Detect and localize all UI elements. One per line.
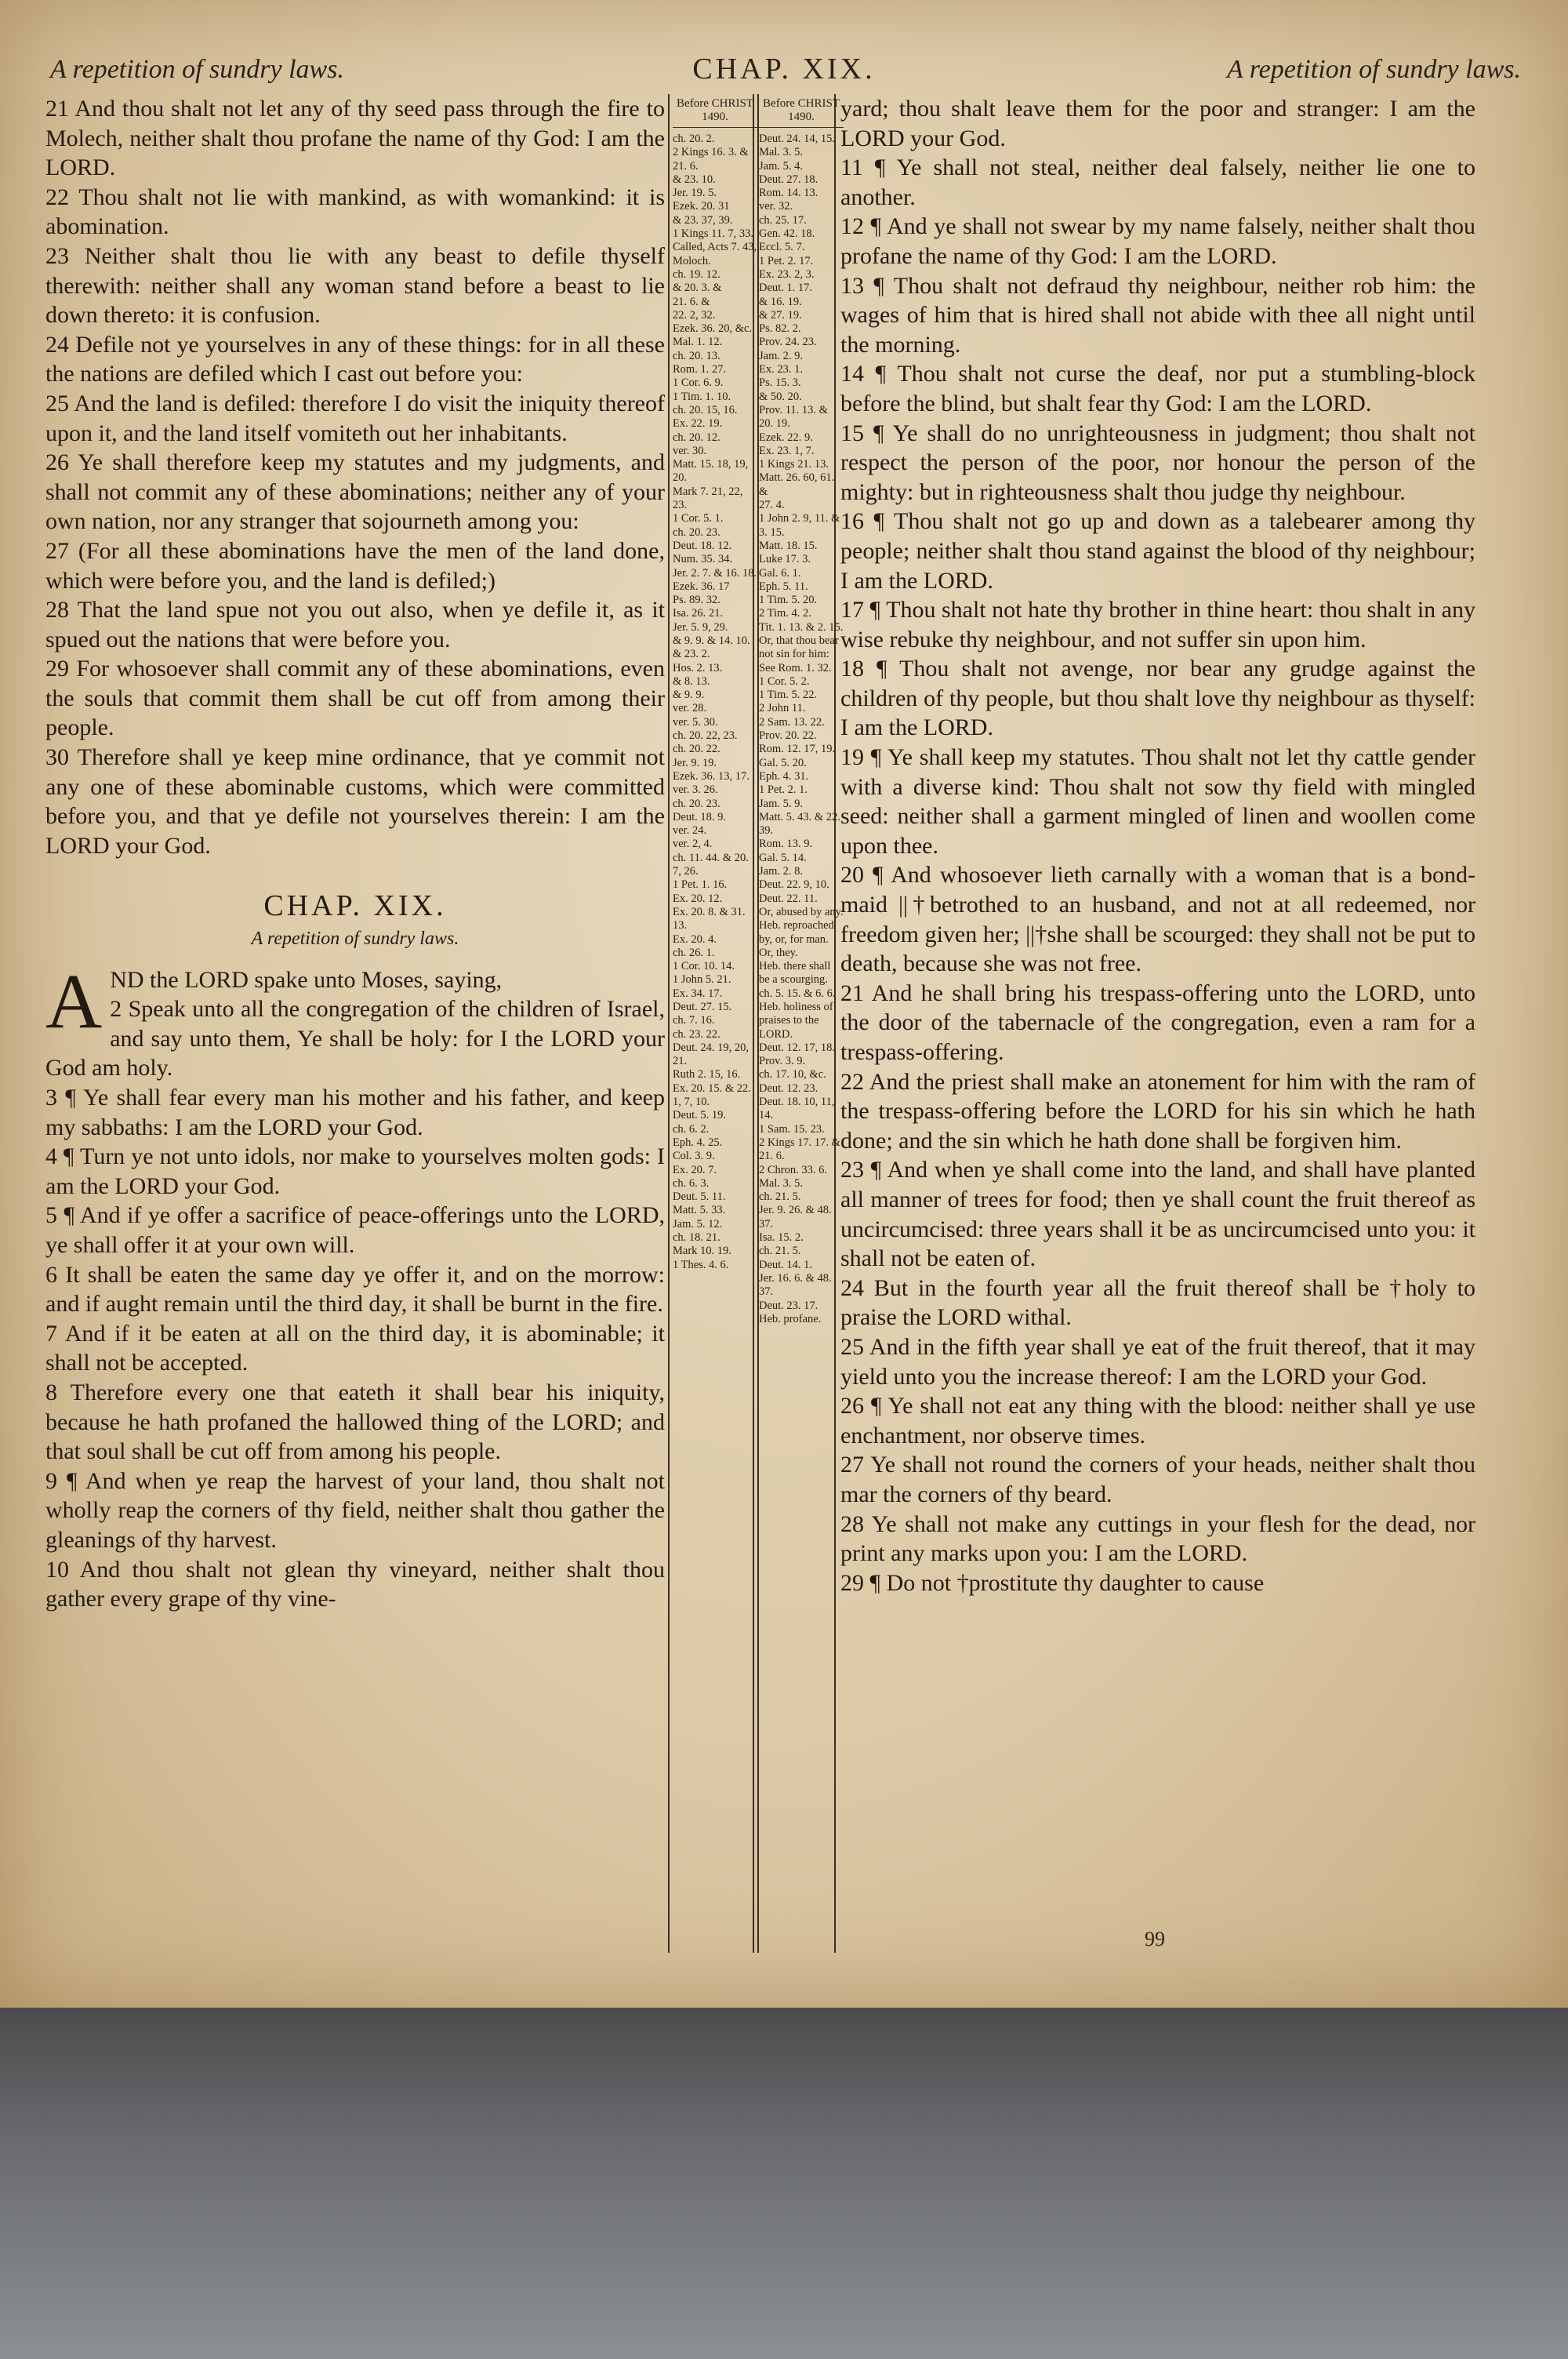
verse: 21 And thou shalt not let any of thy seed pass through the fire to Molech, neither shalt thou profane the name of thy God: I am the LORD. <box>45 96 665 181</box>
margin-reference: ch. 20. 23. <box>673 525 720 539</box>
margin-reference: Ezek. 36. 13, 17. <box>673 769 750 783</box>
margin-reference: Gal. 5. 14. <box>759 851 807 864</box>
margin-reference: Heb. profane. <box>759 1312 822 1325</box>
margin-reference: ch. 21. 5. <box>759 1245 801 1258</box>
margin-reference: Num. 35. 34. <box>673 553 733 566</box>
margin-reference: 1 Pet. 1. 16. <box>673 878 728 892</box>
chapter-heading: CHAP. XIX. <box>263 889 447 923</box>
verse: 5 ¶ And if ye offer a sacrifice of peace-offerings unto the LORD, ye shall offer it at your own will. <box>45 1202 665 1258</box>
margin-reference: Jam. 2. 9. <box>759 349 803 362</box>
margin-reference: Prov. 11. 13. & 20. 19. <box>759 403 828 431</box>
margin-reference: ch. 18. 21. <box>673 1231 720 1245</box>
margin-reference: ch. 5. 15. & 6. 6. <box>759 987 836 1000</box>
right-text-column <box>840 94 1475 1598</box>
verse: 25 And in the fifth year shall ye eat of the fruit thereof, that it may yield unto you the increase thereof: I am the LORD your God. <box>840 1333 1475 1390</box>
margin-reference: ch. 25. 17. <box>759 213 807 227</box>
margin-reference: 1 Tim. 5. 20. <box>759 594 818 607</box>
margin-reference: Mal. 3. 5. <box>759 146 803 159</box>
margin-reference: 1 Cor. 10. 14. <box>673 960 735 973</box>
margin-reference: Deut. 14. 1. <box>759 1258 813 1271</box>
margin-reference: & 9. 9. <box>673 689 705 702</box>
verse: 21 And he shall bring his trespass-offering unto the LORD, unto the door of the tabernacle of the congregation, even a ram for a trespass-offering. <box>840 980 1475 1065</box>
verse: 25 And the land is defiled: therefore I do visit the iniquity thereof upon it, and the land itself vomiteth out her inhabitants. <box>45 390 665 446</box>
margin-reference: Deut. 23. 17. <box>759 1299 818 1312</box>
margin-reference: ch. 11. 44. & 20. 7, 26. <box>673 851 749 878</box>
verse: 3 ¶ Ye shall fear every man his mother and his father, and keep my sabbaths: I am the LORD your God. <box>45 1085 665 1140</box>
margin-reference: ch. 21. 5. <box>759 1190 801 1204</box>
margin-reference: Deut. 5. 19. <box>673 1109 727 1122</box>
margin-reference: Ex. 23. 2, 3. <box>759 267 815 281</box>
margin-reference: ch. 20. 23. <box>673 797 720 810</box>
margin-reference: Prov. 24. 23. <box>759 336 817 349</box>
margin-reference: Matt. 5. 33. <box>673 1204 726 1217</box>
margin-reference: Hos. 2. 13. <box>673 661 723 674</box>
margin-reference: ch. 6. 3. <box>673 1176 710 1190</box>
verse: 14 ¶ Thou shalt not curse the deaf, nor put a stumbling-block before the blind, but shalt fear thy God: I am the LORD. <box>840 361 1475 416</box>
margin-reference: 22. 2, 32. <box>673 308 716 322</box>
margin-reference: Matt. 15. 18, 19, 20. <box>673 458 749 485</box>
verse: 23 Neither shalt thou lie with any beast to defile thyself therewith: neither shall any woman stand before a beast to lie down thereto: it is confusion. <box>45 242 665 329</box>
margin-reference: Ps. 15. 3. <box>759 376 801 390</box>
margin-reference: 1 Kings 11. 7, 33. <box>673 227 753 241</box>
margin-reference: Tit. 1. 13. & 2. 15. <box>759 620 844 634</box>
verse: 6 It shall be eaten the same day ye offer it, and on the morrow: and if aught remain until the third day, it shall be burnt in the fire. <box>45 1261 665 1318</box>
margin-reference: Ex. 22. 19. <box>673 417 723 431</box>
margin-reference: Ezek. 36. 20, &c. <box>673 322 753 336</box>
margin-reference: Matt. 26. 60, 61. & <box>759 471 835 498</box>
margin-reference: 1 Cor. 6. 9. <box>673 376 724 390</box>
margin-reference: ch. 20. 12. <box>673 431 720 444</box>
margin-reference: Heb. reproached by, or, for man. <box>759 919 834 946</box>
margin-reference: Deut. 18. 10, 11, 14. <box>759 1096 835 1122</box>
verse: 7 And if it be eaten at all on the third day, it is abominable; it shall not be accepted. <box>45 1320 665 1376</box>
verse: 27 (For all these abominations have the men of the land done, which were before you, and the land is defiled;) <box>45 537 665 594</box>
margin-reference: Deut. 12. 17, 18. <box>759 1041 836 1054</box>
verse: yard; thou shalt leave them for the poor and stranger: I am the LORD your God. <box>840 96 1475 151</box>
margin-reference: Ex. 23. 1, 7. <box>759 444 815 457</box>
margin-reference: Jer. 9. 19. <box>673 756 717 769</box>
verse: 16 ¶ Thou shalt not go up and down as a talebearer among thy people; neither shalt thou stand against the blood of thy neighbour; I am the LORD. <box>840 508 1475 594</box>
margin-reference: Jam. 2. 8. <box>759 865 803 878</box>
margin-reference: Prov. 3. 9. <box>759 1055 806 1068</box>
background-shadow <box>0 2008 1568 2359</box>
margin-reference: 27. 4. <box>759 499 785 512</box>
margin-reference: Ezek. 20. 31 <box>673 200 730 213</box>
margin-reference: ch. 20. 15, 16. <box>673 403 738 416</box>
verse: 15 ¶ Ye shall do no unrighteousness in judgment; thou shalt not respect the person of the poor, nor honour the person of the mighty: but in righteousness shalt thou judge thy neighbour. <box>840 420 1475 505</box>
margin-reference: Ex. 23. 1. <box>759 363 803 376</box>
margin-reference: & 50. 20. <box>759 390 802 403</box>
margin-reference: ch. 20. 22, 23. <box>673 729 738 743</box>
margin-reference: Deut. 22. 9, 10. <box>759 878 829 892</box>
verse: 24 But in the fourth year all the fruit thereof shall be †holy to praise the LORD withal. <box>840 1274 1475 1331</box>
margin-reference: Jer. 2. 7. & 16. 18. <box>673 566 757 580</box>
margin-reference: 21. 6. & <box>673 295 710 308</box>
verse: 28 Ye shall not make any cuttings in your flesh for the dead, nor print any marks upon you: I am the LORD. <box>840 1510 1475 1567</box>
margin-reference: & 20. 3. & <box>673 282 722 295</box>
margin-reference: Deut. 27. 18. <box>759 173 818 186</box>
verse: 11 ¶ Ye shall not steal, neither deal falsely, neither lie one to another. <box>840 154 1475 210</box>
verse: 22 And the priest shall make an atonement for him with the ram of the trespass-offering before the LORD for his sin which he hath done; and the sin which he hath done shall be forgiven him. <box>840 1068 1475 1154</box>
verse: 17 ¶ Thou shalt not hate thy brother in thine heart: thou shalt in any wise rebuke thy neighbour, and not suffer sin upon him. <box>840 597 1475 652</box>
margin-reference: Rom. 13. 9. <box>759 838 813 851</box>
verse: 12 ¶ And ye shall not swear by my name falsely, neither shalt thou profane the name of thy God: I am the LORD. <box>840 213 1475 269</box>
margin-reference: Gal. 6. 1. <box>759 566 801 580</box>
left-text-column <box>45 94 665 1614</box>
margin-reference: ch. 6. 2. <box>673 1122 710 1136</box>
margin-reference: & 16. 19. <box>759 295 802 308</box>
verse: 20 ¶ And whosoever lieth carnally with a woman that is a bond-maid ||†betrothed to an husband, and not at all redeemed, nor freedom given her; ||†she shall be scourged: they shall not be put to death, because she was not free. <box>840 862 1475 977</box>
verse: 28 That the land spue not you out also, when ye defile it, as it spued out the nations that were before you. <box>45 597 665 652</box>
margin-reference: ver. 24. <box>673 824 707 838</box>
verse: 29 ¶ Do not †prostitute thy daughter to cause <box>840 1569 1265 1596</box>
verse: 26 ¶ Ye shall not eat any thing with the blood: neither shall ye use enchantment, nor observe times. <box>840 1393 1475 1448</box>
margin-reference: Isa. 15. 2. <box>759 1231 804 1245</box>
margin-reference: & 23. 10. <box>673 173 716 186</box>
margin-reference: ver. 2, 4. <box>673 838 713 851</box>
margin-reference: Matt. 5. 43. & 22. 39. <box>759 810 840 838</box>
margin-reference: Ruth 2. 15, 16. <box>673 1068 741 1081</box>
margin-reference: & 27. 19. <box>759 308 802 322</box>
margin-reference: Mark 7. 21, 22, 23. <box>673 485 743 512</box>
margin-reference: Ps. 82. 2. <box>759 322 801 336</box>
margin-reference: 1 Thes. 4. 6. <box>673 1258 729 1271</box>
margin-reference: & 9. 9. & 14. 10. & 23. 2. <box>673 634 750 661</box>
margin-reference: Mal. 1. 12. <box>673 336 723 349</box>
margin-reference: Heb. there shall be a scourging. <box>759 960 831 987</box>
margin-reference: Or, abused by any. <box>759 905 844 918</box>
margin-reference: ver. 32. <box>759 200 793 213</box>
margin-reference: Deut. 27. 15. <box>673 1001 732 1013</box>
margin-reference: Jer. 19. 5. <box>673 187 717 200</box>
margin-reference: Mal. 3. 5. <box>759 1176 803 1190</box>
column-rule <box>668 94 670 1953</box>
margin-reference: Gal. 5. 20. <box>759 756 807 769</box>
verse: 19 ¶ Ye shall keep my statutes. Thou shalt not let thy cattle gender with a diverse kind: Thou shalt not sow thy field with mingled seed: neither shall a garment mingled of linen and woollen come upon thee. <box>840 744 1475 859</box>
margin-reference: ch. 20. 13. <box>673 349 720 362</box>
margin-reference: Jam. 5. 9. <box>759 797 803 810</box>
margin-reference: Or, that thou bear not sin for him: <box>759 634 839 661</box>
verse: 18 ¶ Thou shalt not avenge, nor bear any grudge against the children of thy people, but thou shalt love thy neighbour as thyself: I am the LORD. <box>840 656 1475 741</box>
margin-reference: 2 Kings 16. 3. & 21. 6. <box>673 146 749 173</box>
verse-1-text: ND the LORD spake unto Moses, saying, <box>110 966 503 993</box>
margin-reference: Gen. 42. 18. <box>759 227 815 241</box>
margin-reference: & 8. 13. <box>673 674 710 688</box>
margin-reference: 2 Tim. 4. 2. <box>759 607 811 620</box>
verse: 8 Therefore every one that eateth it shall bear his iniquity, because he hath profaned the hallowed thing of the LORD; and that soul shall be cut off from among his people. <box>45 1379 665 1465</box>
margin-reference: Deut. 24. 14, 15. <box>759 133 836 145</box>
margin-reference: Or, they. <box>759 946 798 959</box>
verse: 22 Thou shalt not lie with mankind, as with womankind: it is abomination. <box>45 184 665 240</box>
margin-reference: Ex. 20. 7. <box>673 1163 717 1176</box>
margin-reference: 1 John 2. 9, 11. & 3. 15. <box>759 512 840 539</box>
margin-reference: Ezek. 22. 9. <box>759 431 813 444</box>
margin-reference: Deut. 18. 9. <box>673 810 727 823</box>
margin-reference: 2 Sam. 13. 22. <box>759 715 825 729</box>
margin-reference: Ezek. 36. 17 <box>673 580 730 593</box>
margin-reference: ver. 28. <box>673 702 707 715</box>
margin-reference: Rom. 12. 17, 19. <box>759 743 836 756</box>
margin-reference: ch. 7. 16. <box>673 1014 715 1027</box>
margin-reference: ch. 20. 22. <box>673 743 720 756</box>
margin-reference: 1 John 5. 21. <box>673 973 731 987</box>
margin-reference: ver. 3. 26. <box>673 783 718 797</box>
margin-reference: 1 Kings 21. 13. <box>759 458 829 471</box>
margin-reference: ch. 26. 1. <box>673 946 715 959</box>
margin-reference: Mark 10. 19. <box>673 1245 731 1258</box>
margin-references-left <box>673 97 757 1272</box>
verse: 26 Ye shall therefore keep my statutes and my judgments, and shall not commit any of these abominations; neither any of your own nation, nor any stranger that sojourneth among you: <box>45 449 665 535</box>
margin-reference: 1 Tim. 5. 22. <box>759 689 818 702</box>
margin-reference: Ex. 20. 4. <box>673 932 717 946</box>
verse: 4 ¶ Turn ye not unto idols, nor make to yourselves molten gods: I am the LORD your God. <box>45 1143 665 1199</box>
margin-reference: Eccl. 5. 7. <box>759 241 805 254</box>
verse: 23 ¶ And when ye shall come into the land, and shall have planted all manner of trees for food; then ye shall count the fruit thereof as uncircumcised: three years shall it be as uncircumcised unto you: it shall not be eaten of. <box>840 1157 1475 1272</box>
verse: 13 ¶ Thou shalt not defraud thy neighbour, neither rob him: the wages of him that is hired shall not abide with thee all night until the morning. <box>840 272 1475 358</box>
margin-reference: Rom. 1. 27. <box>673 363 727 376</box>
margin-reference: 2 John 11. <box>759 702 806 715</box>
verse: 10 And thou shalt not glean thy vineyard, neither shalt thou gather every grape of thy vine- <box>45 1556 665 1612</box>
margin-reference: 1 Pet. 2. 1. <box>759 783 808 797</box>
margin-reference: Deut. 1. 17. <box>759 282 813 295</box>
verse: 30 Therefore shall ye keep mine ordinance, that ye commit not any one of these abominable customs, which were committed before you, and that ye defile not yourselves therein: I am the LORD your God. <box>45 744 665 859</box>
margin-head: Before CHRIST 1490. <box>759 97 844 128</box>
margin-reference: 1 Pet. 2. 17. <box>759 254 814 267</box>
page-number: 99 <box>1145 1928 1165 1950</box>
margin-reference: Heb. holiness of praises to the LORD. <box>759 1001 833 1041</box>
verse: 2 Speak unto all the congregation of the children of Israel, and say unto them, Ye shall be holy: for I the LORD your God am holy. <box>45 996 665 1081</box>
margin-reference: Deut. 22. 11. <box>759 892 818 905</box>
verse: 27 Ye shall not round the corners of your heads, neither shalt thou mar the corners of thy beard. <box>840 1452 1475 1507</box>
margin-reference: Jer. 5. 9, 29. <box>673 620 728 634</box>
verse: 9 ¶ And when ye reap the harvest of your land, thou shalt not wholly reap the corners of thy field, neither shalt thou gather the gleanings of thy harvest. <box>45 1467 665 1553</box>
margin-reference: Called, Acts 7. 43, Moloch. <box>673 241 757 267</box>
margin-reference: Deut. 18. 12. <box>673 539 732 552</box>
margin-reference: Rom. 14. 13. <box>759 187 818 200</box>
running-head-right: A repetition of sundry laws. <box>1227 55 1521 84</box>
margin-reference: Ps. 89. 32. <box>673 594 720 607</box>
margin-reference: Isa. 26. 21. <box>673 607 724 620</box>
margin-reference: Ex. 20. 8. & 31. 13. <box>673 905 746 932</box>
margin-reference: Jer. 9. 26. & 48. 37. <box>759 1204 832 1230</box>
margin-reference: Deut. 5. 11. <box>673 1190 726 1204</box>
running-head-center: CHAP. XIX. <box>692 53 876 85</box>
verse: 29 For whosoever shall commit any of these abominations, even the souls that commit them shall be cut off from among their people. <box>45 656 665 741</box>
margin-reference: 1 Cor. 5. 1. <box>673 512 724 525</box>
running-head-left: A repetition of sundry laws. <box>50 55 344 84</box>
margin-reference: ver. 5. 30. <box>673 715 718 729</box>
margin-reference: 1 Cor. 5. 2. <box>759 674 810 688</box>
chapter-subheading: A repetition of sundry laws. <box>251 929 459 950</box>
margin-reference: Col. 3. 9. <box>673 1150 715 1163</box>
margin-reference: Eph. 4. 31. <box>759 769 809 783</box>
margin-head: Before CHRIST 1490. <box>673 97 757 128</box>
margin-reference: 2 Kings 17. 17. & 21. 6. <box>759 1136 840 1163</box>
margin-reference: Matt. 18. 15. <box>759 539 818 552</box>
margin-reference: ch. 17. 10, &c. <box>759 1068 826 1081</box>
margin-reference: Jer. 16. 6. & 48. 37. <box>759 1271 832 1299</box>
margin-reference: ch. 23. 22. <box>673 1027 720 1041</box>
margin-reference: 1 Tim. 1. 10. <box>673 390 731 403</box>
margin-reference: Ex. 20. 12. <box>673 892 723 905</box>
margin-reference: Eph. 4. 25. <box>673 1136 723 1149</box>
margin-reference: Jam. 5. 4. <box>759 159 803 173</box>
margin-reference: Eph. 5. 11. <box>759 580 808 593</box>
margin-reference: Deut. 24. 19, 20, 21. <box>673 1041 750 1068</box>
margin-reference: ch. 20. 2. <box>673 133 715 145</box>
margin-reference: Deut. 12. 23. <box>759 1081 818 1095</box>
margin-reference: 2 Chron. 33. 6. <box>759 1163 827 1176</box>
margin-reference: ch. 19. 12. <box>673 267 720 281</box>
margin-reference: Prov. 20. 22. <box>759 729 817 743</box>
margin-reference: Ex. 34. 17. <box>673 987 723 1000</box>
margin-reference: 1 Sam. 15. 23. <box>759 1122 825 1136</box>
drop-cap: A <box>45 957 103 1045</box>
margin-reference: ver. 30. <box>673 444 707 457</box>
margin-reference: See Rom. 1. 32. <box>759 661 832 674</box>
margin-reference: Ex. 20. 15. & 22. 1, 7, 10. <box>673 1081 751 1109</box>
margin-reference: Jam. 5. 12. <box>673 1217 723 1230</box>
verse: 24 Defile not ye yourselves in any of these things: for in all these the nations are defiled which I cast out before you: <box>45 331 665 387</box>
margin-references-right <box>759 97 844 1326</box>
margin-reference: Luke 17. 3. <box>759 553 811 566</box>
margin-reference: & 23. 37, 39. <box>673 213 733 227</box>
